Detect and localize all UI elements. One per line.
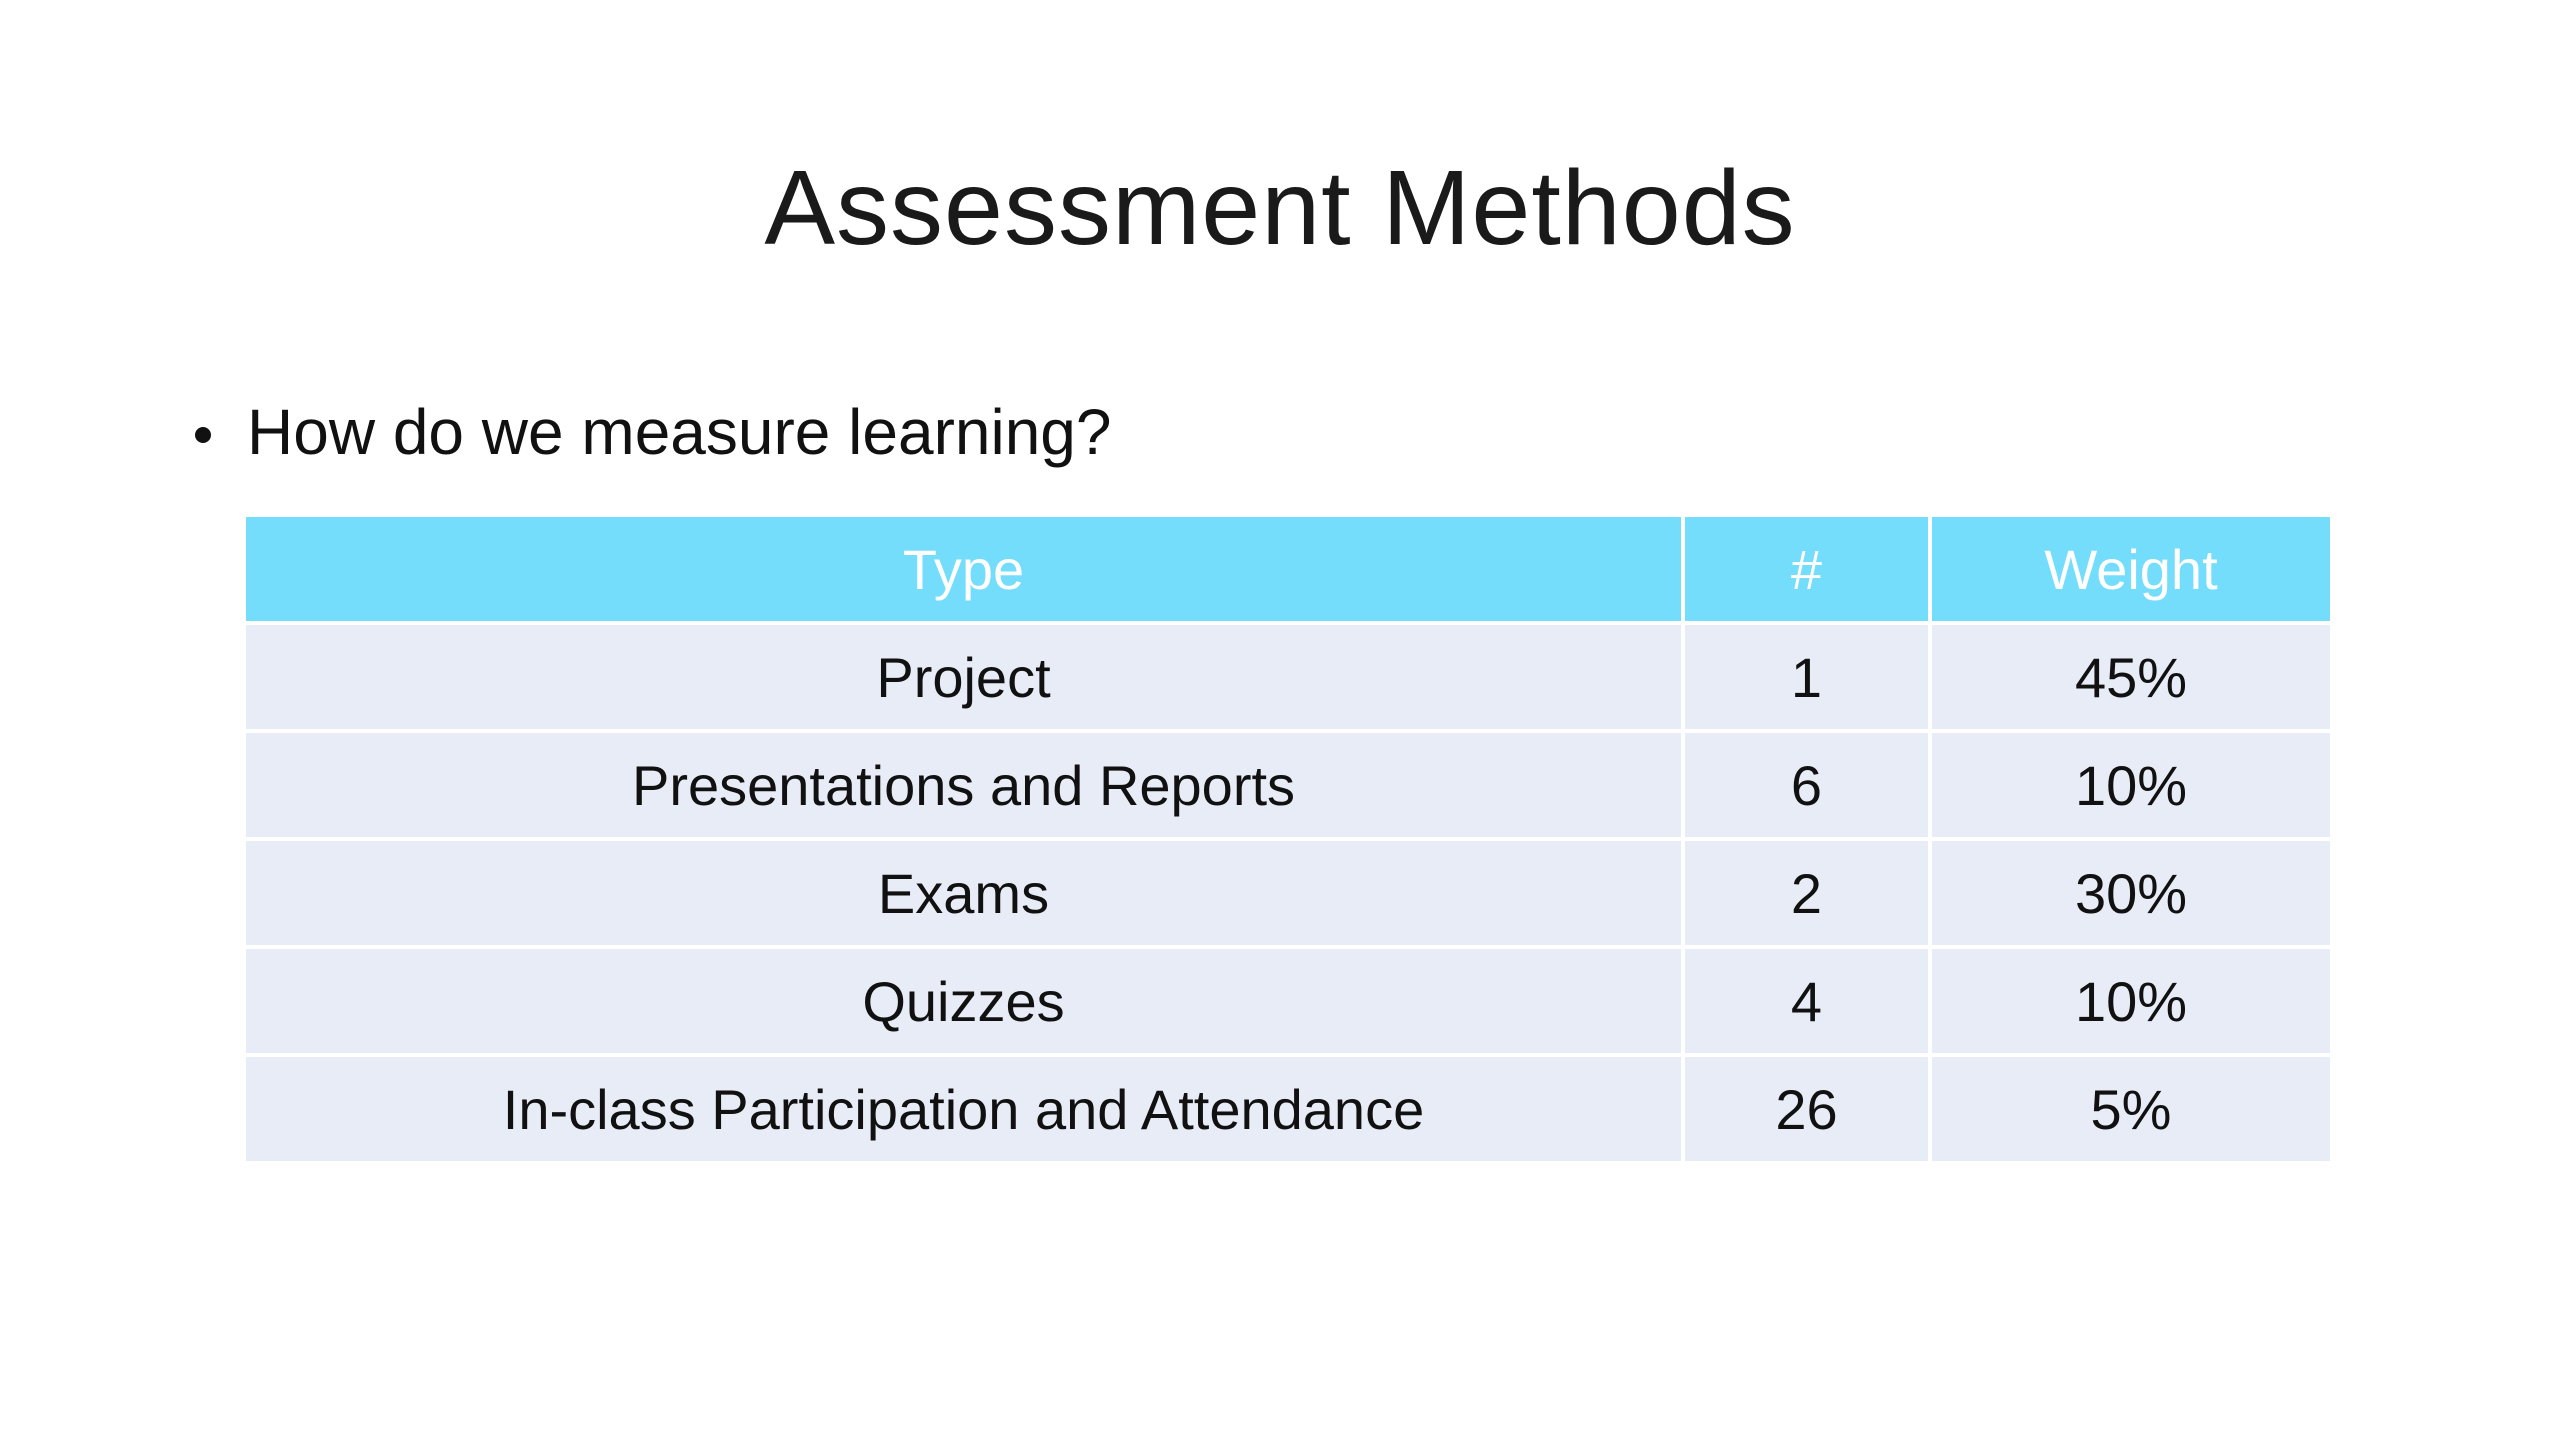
cell-weight: 30%: [1930, 839, 2330, 947]
header-type: Type: [246, 517, 1683, 623]
table-row: [246, 839, 2330, 947]
bullet-item: [195, 392, 1111, 472]
table-row: [246, 947, 2330, 1055]
cell-weight: 5%: [1930, 1055, 2330, 1161]
cell-type: Quizzes: [246, 947, 1683, 1055]
cell-count: 4: [1683, 947, 1930, 1055]
slide-title: Assessment Methods: [764, 149, 1796, 267]
table-header-row: [246, 517, 2330, 623]
cell-type: Exams: [246, 839, 1683, 947]
assessment-table: [246, 517, 2330, 1161]
cell-type: Presentations and Reports: [246, 731, 1683, 839]
cell-type: Project: [246, 623, 1683, 731]
cell-type: In-class Participation and Attendance: [246, 1055, 1683, 1161]
cell-weight: 10%: [1930, 947, 2330, 1055]
header-weight: Weight: [1930, 517, 2330, 623]
bullet-dot-icon: [195, 427, 211, 443]
bullet-text: How do we measure learning?: [247, 396, 1112, 468]
table-row: [246, 623, 2330, 731]
cell-count: 26: [1683, 1055, 1930, 1161]
table-row: [246, 1055, 2330, 1161]
cell-count: 1: [1683, 623, 1930, 731]
assessment-table-container: [246, 517, 2330, 1161]
header-count: #: [1683, 517, 1930, 623]
cell-weight: 10%: [1930, 731, 2330, 839]
cell-count: 6: [1683, 731, 1930, 839]
table-row: [246, 731, 2330, 839]
cell-weight: 45%: [1930, 623, 2330, 731]
cell-count: 2: [1683, 839, 1930, 947]
